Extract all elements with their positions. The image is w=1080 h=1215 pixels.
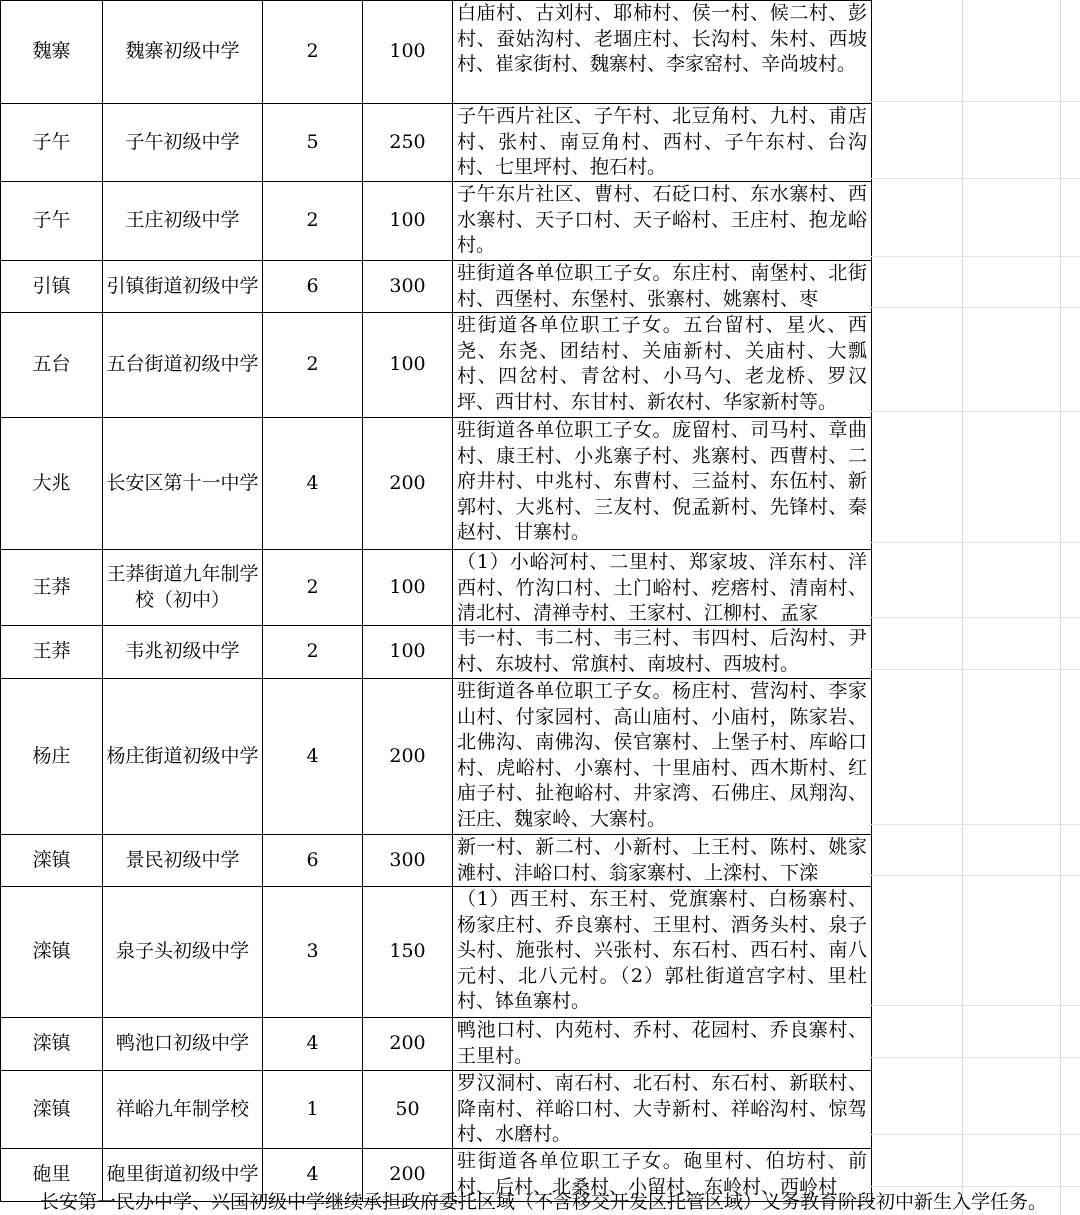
seat-count-cell[interactable] bbox=[363, 104, 453, 182]
seat-count-cell-text: 200 bbox=[389, 744, 426, 767]
class-count-cell-text: 2 bbox=[306, 353, 319, 376]
grid-line bbox=[871, 1134, 1080, 1135]
class-count-cell[interactable] bbox=[263, 626, 363, 679]
school-cell[interactable] bbox=[103, 550, 263, 626]
class-count-cell-text: 4 bbox=[306, 1163, 319, 1186]
town-cell-text: 滦镇 bbox=[32, 848, 71, 871]
school-cell-text: 王莽街道九年制学校（初中） bbox=[106, 563, 259, 611]
school-cell-text: 五台街道初级中学 bbox=[106, 353, 259, 376]
school-cell[interactable] bbox=[103, 835, 263, 887]
table-row bbox=[1, 1018, 872, 1071]
class-count-cell-text: 6 bbox=[306, 848, 319, 871]
grid-line bbox=[871, 1005, 1080, 1006]
school-cell-text: 砲里街道初级中学 bbox=[106, 1163, 259, 1186]
school-cell[interactable] bbox=[103, 104, 263, 182]
town-cell[interactable] bbox=[1, 1, 103, 104]
grid-line bbox=[871, 1186, 1080, 1187]
seat-count-cell-text: 200 bbox=[389, 471, 426, 494]
class-count-cell-text: 2 bbox=[306, 209, 319, 232]
town-cell-text: 五台 bbox=[32, 353, 71, 376]
town-cell[interactable] bbox=[1, 550, 103, 626]
service-area-cell-text: 新一村、新二村、小新村、上王村、陈村、姚家滩村、沣峪口村、翁家寨村、上滦村、下滦 bbox=[457, 836, 867, 884]
service-area-cell-text: 驻街道各单位职工子女。东庄村、南堡村、北街村、西堡村、东堡村、张寨村、姚寨村、枣 bbox=[457, 262, 867, 310]
service-area-cell[interactable] bbox=[453, 261, 872, 313]
grid-line bbox=[871, 669, 1080, 670]
town-cell-text: 魏寨 bbox=[32, 40, 71, 63]
town-cell[interactable] bbox=[1, 313, 103, 418]
class-count-cell-text: 5 bbox=[306, 130, 319, 153]
seat-count-cell[interactable] bbox=[363, 835, 453, 887]
seat-count-cell[interactable] bbox=[363, 1, 453, 104]
table-body bbox=[1, 1, 872, 1202]
seat-count-cell[interactable] bbox=[363, 182, 453, 261]
school-cell[interactable] bbox=[103, 313, 263, 418]
town-cell[interactable] bbox=[1, 626, 103, 679]
class-count-cell-text: 2 bbox=[306, 640, 319, 663]
grid-line bbox=[871, 256, 1080, 257]
seat-count-cell-text: 300 bbox=[389, 274, 426, 297]
service-area-cell[interactable] bbox=[453, 1071, 872, 1149]
table-row bbox=[1, 887, 872, 1018]
town-cell-text: 引镇 bbox=[32, 274, 71, 297]
table-row bbox=[1, 418, 872, 550]
service-area-cell[interactable] bbox=[453, 679, 872, 835]
service-area-cell[interactable] bbox=[453, 1, 872, 104]
school-cell[interactable] bbox=[103, 626, 263, 679]
school-cell[interactable] bbox=[103, 1018, 263, 1071]
seat-count-cell[interactable] bbox=[363, 313, 453, 418]
seat-count-cell-text: 100 bbox=[389, 209, 426, 232]
seat-count-cell-text: 250 bbox=[389, 130, 426, 153]
town-cell[interactable] bbox=[1, 182, 103, 261]
school-cell-text: 景民初级中学 bbox=[125, 848, 240, 871]
seat-count-cell-text: 300 bbox=[389, 848, 426, 871]
seat-count-cell-text: 150 bbox=[389, 940, 426, 963]
town-cell[interactable] bbox=[1, 261, 103, 313]
town-cell[interactable] bbox=[1, 835, 103, 887]
grid-line bbox=[871, 178, 1080, 179]
seat-count-cell-text: 50 bbox=[395, 1097, 420, 1120]
town-cell-text: 王莽 bbox=[32, 575, 71, 598]
school-cell-text: 魏寨初级中学 bbox=[125, 40, 240, 63]
class-count-cell-text: 4 bbox=[306, 1032, 319, 1055]
town-cell-text: 滦镇 bbox=[32, 1032, 71, 1055]
seat-count-cell-text: 100 bbox=[389, 353, 426, 376]
service-area-cell-text: （1）小峪河村、二里村、郑家坡、洋东村、洋西村、竹沟口村、土门峪村、疙瘩村、清南村、清北村、清禅寺村、王家村、江柳村、孟家 bbox=[457, 551, 867, 623]
school-cell[interactable] bbox=[103, 679, 263, 835]
service-area-cell-text: 罗汉洞村、南石村、北石村、东石村、新联村、降南村、祥峪口村、大寺新村、祥峪沟村、惊驾村、水磨村。 bbox=[457, 1072, 867, 1145]
table-row bbox=[1, 104, 872, 182]
school-cell-text: 引镇街道初级中学 bbox=[106, 274, 259, 297]
service-area-cell[interactable] bbox=[453, 887, 872, 1018]
table-row bbox=[1, 550, 872, 626]
service-area-cell[interactable] bbox=[453, 418, 872, 550]
class-count-cell[interactable] bbox=[263, 887, 363, 1018]
grid-line bbox=[871, 824, 1080, 825]
town-cell[interactable] bbox=[1, 104, 103, 182]
table-row bbox=[1, 313, 872, 418]
service-area-cell-text: 白庙村、古刘村、耶柿村、侯一村、候二村、彭村、蚕姑沟村、老堌庄村、长沟村、朱村、西坡村、崔家街村、魏寨村、李家窑村、辛尚坡村。 bbox=[457, 2, 867, 75]
table-row bbox=[1, 1, 872, 104]
service-area-cell[interactable] bbox=[453, 626, 872, 679]
school-cell[interactable] bbox=[103, 887, 263, 1018]
service-area-cell-text: （1）西王村、东王村、党旗寨村、白杨寨村、杨家庄村、乔良寨村、王里村、酒务头村、泉子头村、施张村、兴张村、东石村、西石村、南八元村、北八元村。（2）郭杜街道宫字村、里杜村、钵鱼寨村。 bbox=[457, 888, 867, 1012]
seat-count-cell-text: 200 bbox=[389, 1032, 426, 1055]
class-count-cell[interactable] bbox=[263, 261, 363, 313]
seat-count-cell-text: 200 bbox=[389, 1163, 426, 1186]
class-count-cell[interactable] bbox=[263, 182, 363, 261]
seat-count-cell[interactable] bbox=[363, 1018, 453, 1071]
class-count-cell-text: 1 bbox=[306, 1097, 319, 1120]
town-cell-text: 滦镇 bbox=[32, 1097, 71, 1120]
class-count-cell-text: 2 bbox=[306, 575, 319, 598]
table-row bbox=[1, 182, 872, 261]
school-cell-text: 祥峪九年制学校 bbox=[115, 1097, 249, 1120]
school-cell[interactable] bbox=[103, 1, 263, 104]
town-cell-text: 滦镇 bbox=[32, 940, 71, 963]
seat-count-cell-text: 100 bbox=[389, 640, 426, 663]
service-area-cell-text: 鸭池口村、内苑村、乔村、花园村、乔良寨村、王里村。 bbox=[457, 1019, 867, 1067]
town-cell-text: 子午 bbox=[32, 130, 71, 153]
class-count-cell-text: 6 bbox=[306, 274, 319, 297]
grid-line bbox=[871, 617, 1080, 618]
service-area-cell[interactable] bbox=[453, 1018, 872, 1071]
school-cell-text: 韦兆初级中学 bbox=[125, 640, 240, 663]
service-area-cell-text: 子午西片社区、子午村、北豆角村、九村、甫店村、张村、南豆角村、西村、子午东村、台沟村、七里坪村、抱石村。 bbox=[457, 105, 867, 178]
class-count-cell[interactable] bbox=[263, 835, 363, 887]
class-count-cell[interactable] bbox=[263, 679, 363, 835]
service-area-cell-text: 韦一村、韦二村、韦三村、韦四村、后沟村、尹村、东坡村、常旗村、南坡村、西坡村。 bbox=[457, 627, 867, 675]
town-cell[interactable] bbox=[1, 1071, 103, 1149]
service-area-cell[interactable] bbox=[453, 550, 872, 626]
seat-count-cell[interactable] bbox=[363, 550, 453, 626]
seat-count-cell-text: 100 bbox=[389, 575, 426, 598]
table-row bbox=[1, 835, 872, 887]
class-count-cell[interactable] bbox=[263, 313, 363, 418]
table-row bbox=[1, 261, 872, 313]
service-area-cell[interactable] bbox=[453, 835, 872, 887]
town-cell[interactable] bbox=[1, 679, 103, 835]
service-area-cell[interactable] bbox=[453, 313, 872, 418]
table-row bbox=[1, 679, 872, 835]
class-count-cell[interactable] bbox=[263, 550, 363, 626]
service-area-cell-text: 驻街道各单位职工子女。庞留村、司马村、章曲村、康王村、小兆寨子村、兆寨村、西曹村、二府井村、中兆村、东曹村、三益村、东伍村、新郭村、大兆村、三友村、倪孟新村、先锋村、秦赵村、甘寨村。 bbox=[457, 419, 867, 543]
town-cell[interactable] bbox=[1, 1018, 103, 1071]
class-count-cell[interactable] bbox=[263, 1071, 363, 1149]
town-cell-text: 王莽 bbox=[32, 640, 71, 663]
class-count-cell[interactable] bbox=[263, 418, 363, 550]
class-count-cell-text: 4 bbox=[306, 471, 319, 494]
school-cell[interactable] bbox=[103, 261, 263, 313]
empty-grid-cells bbox=[871, 0, 1080, 1190]
table-row bbox=[1, 1071, 872, 1149]
grid-line bbox=[871, 875, 1080, 876]
school-cell-text: 杨庄街道初级中学 bbox=[106, 744, 259, 767]
class-count-cell[interactable] bbox=[263, 1, 363, 104]
class-count-cell[interactable] bbox=[263, 104, 363, 182]
school-cell[interactable] bbox=[103, 182, 263, 261]
service-area-cell-text: 子午东片社区、曹村、石砭口村、东水寨村、西水寨村、天子口村、天子峪村、王庄村、抱龙峪村。 bbox=[457, 183, 867, 256]
town-cell-text: 大兆 bbox=[32, 471, 71, 494]
grid-line bbox=[871, 411, 1080, 412]
school-cell-text: 鸭池口初级中学 bbox=[115, 1032, 249, 1055]
school-cell-text: 子午初级中学 bbox=[125, 130, 240, 153]
class-count-cell-text: 3 bbox=[306, 940, 319, 963]
service-area-cell[interactable] bbox=[453, 182, 872, 261]
seat-count-cell[interactable] bbox=[363, 887, 453, 1018]
school-cell[interactable] bbox=[103, 1071, 263, 1149]
grid-line bbox=[871, 1057, 1080, 1058]
service-area-cell[interactable] bbox=[453, 104, 872, 182]
seat-count-cell[interactable] bbox=[363, 1071, 453, 1149]
school-cell[interactable] bbox=[103, 418, 263, 550]
grid-line bbox=[871, 101, 1080, 102]
town-cell[interactable] bbox=[1, 418, 103, 550]
school-cell-text: 泉子头初级中学 bbox=[115, 940, 249, 963]
class-count-cell-text: 2 bbox=[306, 40, 319, 63]
grid-line bbox=[871, 307, 1080, 308]
town-cell-text: 子午 bbox=[32, 209, 71, 232]
seat-count-cell[interactable] bbox=[363, 679, 453, 835]
school-cell-text: 长安区第十一中学 bbox=[106, 471, 259, 494]
class-count-cell[interactable] bbox=[263, 1018, 363, 1071]
footer-note: 长安第一民办中学、兴国初级中学继续承担政府委托区域（不含移交开发区托管区域）义务教育阶段初中新生入学任务。 bbox=[40, 1191, 1048, 1213]
seat-count-cell[interactable] bbox=[363, 626, 453, 679]
seat-count-cell[interactable] bbox=[363, 418, 453, 550]
seat-count-cell[interactable] bbox=[363, 261, 453, 313]
town-cell[interactable] bbox=[1, 887, 103, 1018]
service-area-cell-text: 驻街道各单位职工子女。五台留村、星火、西尧、东尧、团结村、关庙新村、关庙村、大瓢村、四岔村、青岔村、小马勺、老龙桥、罗汉坪、西甘村、东甘村、新农村、华家新村等。 bbox=[457, 314, 867, 413]
town-cell-text: 杨庄 bbox=[32, 744, 71, 767]
school-cell-text: 王庄初级中学 bbox=[125, 209, 240, 232]
service-area-cell-text: 驻街道各单位职工子女。杨庄村、营沟村、李家山村、付家园村、高山庙村、小庙村，陈家岩、北佛沟、南佛沟、侯官寨村、上堡子村、库峪口村、虎峪村、小寨村、十里庙村、西木斯村、红庙子村、扯袍峪村、井家湾、石佛庄、凤翔沟、汪庄、魏家岭、大寨村。 bbox=[457, 680, 867, 830]
town-cell-text: 砲里 bbox=[32, 1163, 71, 1186]
grid-line bbox=[871, 542, 1080, 543]
service-area-cell-text: 驻街道各单位职工子女。砲里村、伯坊村、前村、后村、北桑村、小留村、东岭村、西岭村 bbox=[457, 1150, 867, 1198]
table-row bbox=[1, 626, 872, 679]
class-count-cell-text: 4 bbox=[306, 744, 319, 767]
seat-count-cell-text: 100 bbox=[389, 40, 426, 63]
